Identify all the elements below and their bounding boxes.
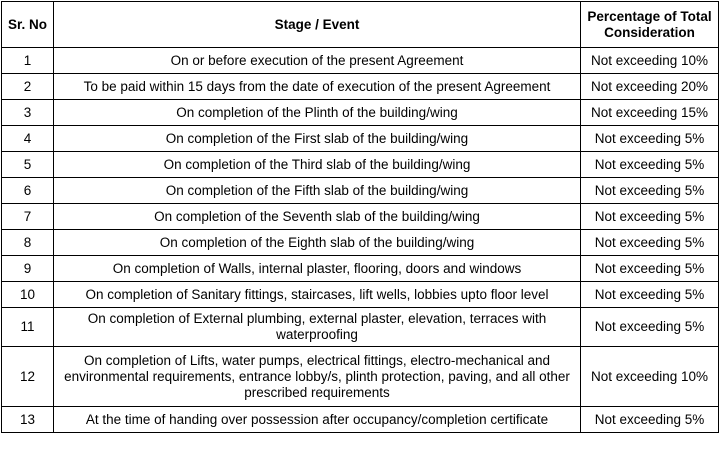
row-stage: On completion of the Plinth of the building/wing — [54, 100, 581, 126]
row-stage: On completion of Walls, internal plaster, flooring, doors and windows — [54, 256, 581, 282]
row-stage: On completion of the Fifth slab of the building/wing — [54, 178, 581, 204]
table-header-row — [2, 2, 719, 48]
row-sr-no: 11 — [2, 308, 54, 347]
row-percentage: Not exceeding 5% — [581, 204, 719, 230]
row-sr-no: 13 — [2, 407, 54, 433]
row-percentage: Not exceeding 10% — [581, 48, 719, 74]
table-row — [2, 204, 719, 230]
row-sr-no: 7 — [2, 204, 54, 230]
table-row — [2, 178, 719, 204]
row-sr-no: 4 — [2, 126, 54, 152]
header-sr-no: Sr. No — [2, 2, 54, 48]
row-sr-no: 3 — [2, 100, 54, 126]
table-row — [2, 100, 719, 126]
row-sr-no: 6 — [2, 178, 54, 204]
row-sr-no: 12 — [2, 347, 54, 407]
row-stage: On or before execution of the present Agreement — [54, 48, 581, 74]
row-stage: To be paid within 15 days from the date of execution of the present Agreement — [54, 74, 581, 100]
row-percentage: Not exceeding 5% — [581, 308, 719, 347]
row-percentage: Not exceeding 20% — [581, 74, 719, 100]
table-row — [2, 74, 719, 100]
row-stage: On completion of Sanitary fittings, staircases, lift wells, lobbies upto floor level — [54, 282, 581, 308]
row-sr-no: 5 — [2, 152, 54, 178]
payment-schedule-table — [1, 1, 719, 433]
table-row — [2, 308, 719, 347]
row-percentage: Not exceeding 15% — [581, 100, 719, 126]
row-sr-no: 10 — [2, 282, 54, 308]
row-percentage: Not exceeding 5% — [581, 152, 719, 178]
row-percentage: Not exceeding 5% — [581, 126, 719, 152]
row-percentage: Not exceeding 10% — [581, 347, 719, 407]
table-row — [2, 152, 719, 178]
table-row — [2, 407, 719, 433]
row-sr-no: 1 — [2, 48, 54, 74]
header-percentage: Percentage of Total Consideration — [581, 2, 719, 48]
row-percentage: Not exceeding 5% — [581, 178, 719, 204]
row-stage: On completion of Lifts, water pumps, electrical fittings, electro-mechanical and environmental requirements, entrance lobby/s, plinth protection, paving, and all other prescribed requirements — [54, 347, 581, 407]
table-row — [2, 347, 719, 407]
table-row — [2, 126, 719, 152]
row-percentage: Not exceeding 5% — [581, 407, 719, 433]
table-row — [2, 48, 719, 74]
row-percentage: Not exceeding 5% — [581, 230, 719, 256]
row-stage: On completion of External plumbing, external plaster, elevation, terraces with waterproofing — [54, 308, 581, 347]
row-sr-no: 9 — [2, 256, 54, 282]
row-stage: On completion of the First slab of the building/wing — [54, 126, 581, 152]
table-row — [2, 282, 719, 308]
row-stage: On completion of the Third slab of the building/wing — [54, 152, 581, 178]
row-stage: On completion of the Eighth slab of the building/wing — [54, 230, 581, 256]
table-row — [2, 256, 719, 282]
header-stage-event: Stage / Event — [54, 2, 581, 48]
row-sr-no: 2 — [2, 74, 54, 100]
row-stage: On completion of the Seventh slab of the building/wing — [54, 204, 581, 230]
table-row — [2, 230, 719, 256]
row-percentage: Not exceeding 5% — [581, 282, 719, 308]
row-stage: At the time of handing over possession after occupancy/completion certificate — [54, 407, 581, 433]
row-percentage: Not exceeding 5% — [581, 256, 719, 282]
row-sr-no: 8 — [2, 230, 54, 256]
